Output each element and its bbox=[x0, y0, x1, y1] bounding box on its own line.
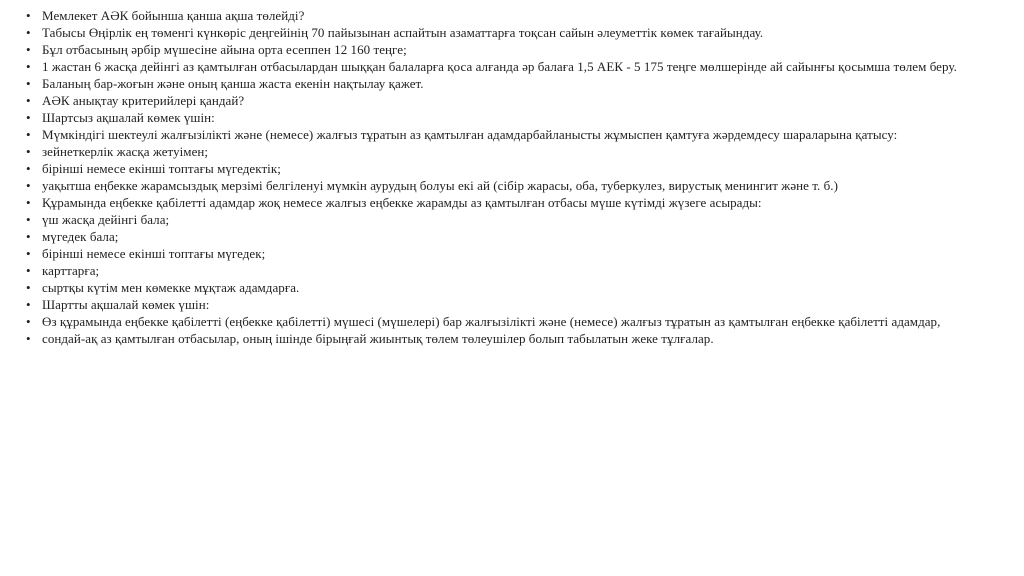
bullet-dot: • bbox=[26, 93, 31, 108]
bullet-dot: • bbox=[26, 161, 31, 176]
bullet-text: сыртқы күтім мен көмекке мұқтаж адамдарға. bbox=[42, 280, 300, 295]
bullet-item bbox=[26, 129, 984, 141]
bullet-item bbox=[26, 248, 984, 260]
bullet-text: мүгедек бала; bbox=[42, 229, 119, 244]
bullet-item bbox=[26, 333, 984, 345]
bullet-text: карттарға; bbox=[42, 263, 100, 278]
bullet-dot: • bbox=[26, 25, 31, 40]
bullet-list bbox=[26, 10, 984, 345]
bullet-dot: • bbox=[26, 59, 31, 74]
bullet-dot: • bbox=[26, 127, 31, 142]
bullet-item bbox=[26, 10, 984, 22]
bullet-text: Баланың бар-жоғын және оның қанша жаста екенін нақтылау қажет. bbox=[42, 76, 424, 91]
bullet-dot: • bbox=[26, 42, 31, 57]
bullet-item bbox=[26, 61, 984, 73]
bullet-text: 1 жастан 6 жасқа дейінгі аз қамтылған отбасылардан шыққан балаларға қоса алғанда әр балаға 1,5 АЕК - 5 175 теңге мөлшерінде ай сайынғы қосымша төлем беру. bbox=[42, 59, 957, 74]
bullet-item bbox=[26, 282, 984, 294]
bullet-text: Құрамында еңбекке қабілетті адамдар жоқ немесе жалғыз еңбекке жарамды аз қамтылған отбасы мүше күтімді жүзеге асырады: bbox=[42, 195, 762, 210]
bullet-text: үш жасқа дейінгі бала; bbox=[42, 212, 170, 227]
bullet-dot: • bbox=[26, 76, 31, 91]
bullet-dot: • bbox=[26, 297, 31, 312]
bullet-text: Бұл отбасының әрбір мүшесіне айына орта есеппен 12 160 теңге; bbox=[42, 42, 407, 57]
bullet-item bbox=[26, 231, 984, 243]
bullet-dot: • bbox=[26, 314, 31, 329]
bullet-item bbox=[26, 163, 984, 175]
bullet-item bbox=[26, 214, 984, 226]
bullet-item bbox=[26, 44, 984, 56]
bullet-text: бірінші немесе екінші топтағы мүгедек; bbox=[42, 246, 266, 261]
bullet-item bbox=[26, 78, 984, 90]
bullet-text: Өз құрамында еңбекке қабілетті (еңбекке қабілетті) мүшесі (мүшелері) бар жалғызілікті және (немесе) жалғыз тұратын аз қамтылған еңбекке қабілетті адамдар, bbox=[42, 314, 941, 329]
bullet-dot: • bbox=[26, 280, 31, 295]
bullet-item bbox=[26, 265, 984, 277]
bullet-text: бірінші немесе екінші топтағы мүгедектік; bbox=[42, 161, 281, 176]
bullet-text: Мемлекет АӘК бойынша қанша ақша төлейді? bbox=[42, 8, 305, 23]
bullet-dot: • bbox=[26, 195, 31, 210]
bullet-dot: • bbox=[26, 263, 31, 278]
bullet-text: Мүмкіндігі шектеулі жалғызілікті және (немесе) жалғыз тұратын аз қамтылған адамдарбайланысты жұмыспен қамтуға жәрдемдесу шараларына қатысу: bbox=[42, 127, 898, 142]
bullet-dot: • bbox=[26, 8, 31, 23]
bullet-text: Табысы Өңірлік ең төменгі күнкөріс деңгейінің 70 пайызынан аспайтын азаматтарға тоқсан сайын әлеуметтік көмек тағайындау. bbox=[42, 25, 764, 40]
bullet-text: АӘК анықтау критерийлері қандай? bbox=[42, 93, 245, 108]
bullet-dot: • bbox=[26, 144, 31, 159]
bullet-dot: • bbox=[26, 246, 31, 261]
bullet-dot: • bbox=[26, 178, 31, 193]
bullet-dot: • bbox=[26, 110, 31, 125]
bullet-item bbox=[26, 197, 984, 209]
bullet-dot: • bbox=[26, 212, 31, 227]
bullet-dot: • bbox=[26, 229, 31, 244]
bullet-item bbox=[26, 112, 984, 124]
bullet-dot: • bbox=[26, 331, 31, 346]
bullet-item bbox=[26, 316, 984, 328]
bullet-text: уақытша еңбекке жарамсыздық мерзімі белгіленуі мүмкін аурудың болуы екі ай (сібір жарасы, оба, туберкулез, вирустық менингит және т. б.) bbox=[42, 178, 838, 193]
bullet-item bbox=[26, 27, 984, 39]
bullet-item bbox=[26, 95, 984, 107]
bullet-text: Шартты ақшалай көмек үшін: bbox=[42, 297, 210, 312]
bullet-item bbox=[26, 180, 984, 192]
bullet-item bbox=[26, 299, 984, 311]
bullet-text: сондай-ақ аз қамтылған отбасылар, оның ішінде бірыңғай жиынтық төлем төлеушілер болып табылатын жеке тұлғалар. bbox=[42, 331, 714, 346]
bullet-text: зейнеткерлік жасқа жетуімен; bbox=[42, 144, 209, 159]
bullet-text: Шартсыз ақшалай көмек үшін: bbox=[42, 110, 215, 125]
bullet-item bbox=[26, 146, 984, 158]
